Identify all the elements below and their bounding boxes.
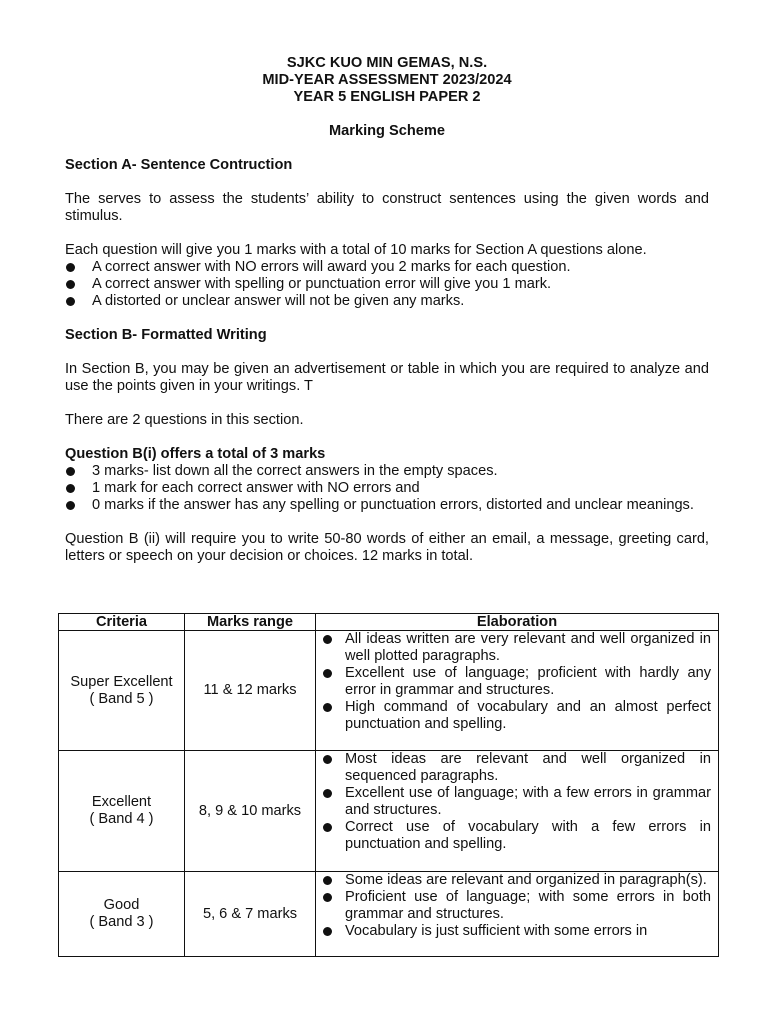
band-label: ( Band 4 ) <box>89 811 154 827</box>
section-a-bullet-list <box>65 259 709 310</box>
criteria-cell <box>59 751 185 872</box>
column-header-elaboration: Elaboration <box>316 614 719 631</box>
list-item: Some ideas are relevant and organized in paragraph(s). <box>316 872 711 889</box>
bullet-icon <box>66 501 75 510</box>
bullet-icon <box>323 755 332 764</box>
bullet-icon <box>323 789 332 798</box>
elaboration-list <box>316 631 711 733</box>
criteria-label: Good <box>103 897 140 913</box>
table-row <box>59 751 719 872</box>
column-header-criteria: Criteria <box>59 614 185 631</box>
bullet-icon <box>323 876 332 885</box>
bullet-icon <box>323 893 332 902</box>
question-b1-heading: Question B(i) offers a total of 3 marks <box>65 446 326 462</box>
bullet-icon <box>323 927 332 936</box>
elaboration-list <box>316 751 711 853</box>
criteria-cell <box>59 872 185 957</box>
list-item: Correct use of vocabulary with a few errors in punctuation and spelling. <box>316 819 711 853</box>
list-item: Proficient use of language; with some errors in both grammar and structures. <box>316 889 711 923</box>
elaboration-cell <box>316 751 719 872</box>
bullet-icon <box>323 635 332 644</box>
bullet-icon <box>323 823 332 832</box>
elaboration-cell <box>316 872 719 957</box>
section-a-marks-note: Each question will give you 1 marks with a total of 10 marks for Section A questions alone. <box>65 242 647 258</box>
list-item: All ideas written are very relevant and well organized in well plotted paragraphs. <box>316 631 711 665</box>
table-header-row <box>59 614 719 631</box>
list-item: Vocabulary is just sufficient with some errors in <box>316 923 711 940</box>
marks-range-cell: 11 & 12 marks <box>185 631 316 751</box>
document-header <box>65 55 709 106</box>
question-b2-text: Question B (ii) will require you to write 50-80 words of either an email, a message, greeting card, letters or speech on your decision or choices. 12 marks in total. <box>65 531 709 564</box>
table-row <box>59 631 719 751</box>
list-item: 0 marks if the answer has any spelling or punctuation errors, distorted and unclear meanings. <box>65 497 709 514</box>
section-b-count-note: There are 2 questions in this section. <box>65 412 304 428</box>
marks-range-cell: 8, 9 & 10 marks <box>185 751 316 872</box>
band-label: ( Band 5 ) <box>89 690 154 707</box>
list-item: Excellent use of language; proficient with hardly any error in grammar and structures. <box>316 665 711 699</box>
list-item: 3 marks- list down all the correct answers in the empty spaces. <box>65 463 709 480</box>
elaboration-list <box>316 872 711 940</box>
list-item: A distorted or unclear answer will not be given any marks. <box>65 293 709 310</box>
marks-range-cell: 5, 6 & 7 marks <box>185 872 316 957</box>
section-b-heading: Section B- Formatted Writing <box>65 327 267 343</box>
list-item: A correct answer with NO errors will award you 2 marks for each question. <box>65 259 709 276</box>
bullet-icon <box>66 467 75 476</box>
criteria-cell <box>59 631 185 751</box>
elaboration-cell <box>316 631 719 751</box>
band-label: ( Band 3 ) <box>89 914 154 930</box>
elaboration-clip <box>316 872 711 954</box>
list-item: Excellent use of language; with a few errors in grammar and structures. <box>316 785 711 819</box>
bullet-icon <box>66 484 75 493</box>
criteria-table <box>58 613 719 957</box>
bullet-icon <box>323 703 332 712</box>
column-header-marks-range: Marks range <box>185 614 316 631</box>
document-body <box>65 55 709 565</box>
list-item: 1 mark for each correct answer with NO errors and <box>65 480 709 497</box>
bullet-icon <box>66 263 75 272</box>
bullet-icon <box>323 669 332 678</box>
section-a-heading: Section A- Sentence Contruction <box>65 157 293 173</box>
criteria-label: Excellent <box>91 794 152 810</box>
list-item: Most ideas are relevant and well organized in sequenced paragraphs. <box>316 751 711 785</box>
school-name: SJKC KUO MIN GEMAS, N.S. <box>286 55 488 71</box>
question-b1-bullet-list <box>65 463 709 514</box>
section-b-intro: In Section B, you may be given an advertisement or table in which you are required to analyze and use the points given in your writings. T <box>65 361 709 394</box>
bullet-icon <box>66 297 75 306</box>
paper-title: YEAR 5 ENGLISH PAPER 2 <box>293 89 481 105</box>
assessment-title: MID-YEAR ASSESSMENT 2023/2024 <box>262 72 512 88</box>
list-item: High command of vocabulary and an almost perfect punctuation and spelling. <box>316 699 711 733</box>
marking-scheme-title: Marking Scheme <box>329 123 445 139</box>
bullet-icon <box>66 280 75 289</box>
table-row <box>59 872 719 957</box>
list-item: A correct answer with spelling or punctuation error will give you 1 mark. <box>65 276 709 293</box>
criteria-label: Super Excellent <box>70 673 173 690</box>
section-a-intro: The serves to assess the students’ ability to construct sentences using the given words and stimulus. <box>65 191 709 224</box>
